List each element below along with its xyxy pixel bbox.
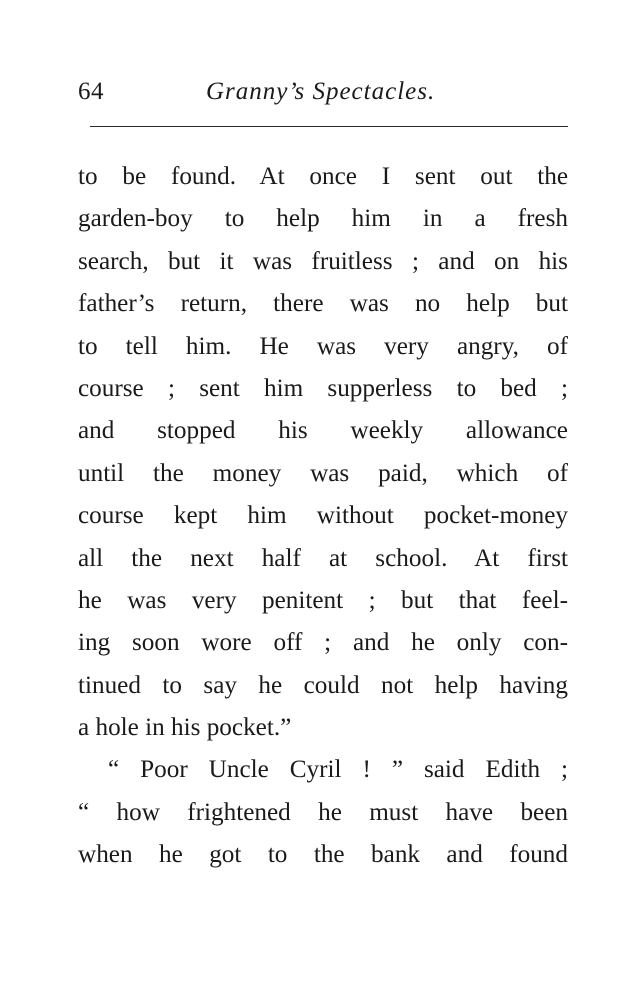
running-head (78, 78, 568, 114)
text-line: garden-boy to help him in a fresh (78, 205, 568, 233)
running-title: Granny’s Spectacles. (206, 78, 436, 105)
body-text (78, 156, 568, 877)
paragraph-end-line: a hole in his pocket.” (78, 714, 292, 742)
text-line: course kept him without pocket-money (78, 502, 568, 530)
text-line: tinued to say he could not help having (78, 671, 568, 699)
text-line: to be found. At once I sent out the (78, 163, 568, 190)
text-line: when he got to the bank and found (78, 841, 568, 869)
text-line: ing soon wore off ; and he only con- (78, 629, 568, 657)
text-line: “ Poor Uncle Cyril ! ” said Edith ; (108, 756, 568, 784)
text-line: “ how frightened he must have been (78, 798, 568, 826)
header-rule (90, 126, 568, 127)
text-line: until the money was paid, which of (78, 459, 568, 487)
text-line: course ; sent him supperless to bed ; (78, 374, 568, 402)
page-number: 64 (78, 78, 104, 105)
text-line: search, but it was fruitless ; and on his (78, 247, 568, 275)
text-line: and stopped his weekly allowance (78, 417, 568, 445)
text-line: he was very penitent ; but that feel- (78, 586, 568, 614)
text-line: all the next half at school. At first (78, 544, 568, 572)
text-line: to tell him. He was very angry, of (78, 332, 568, 360)
text-line: father’s return, there was no help but (78, 290, 568, 318)
